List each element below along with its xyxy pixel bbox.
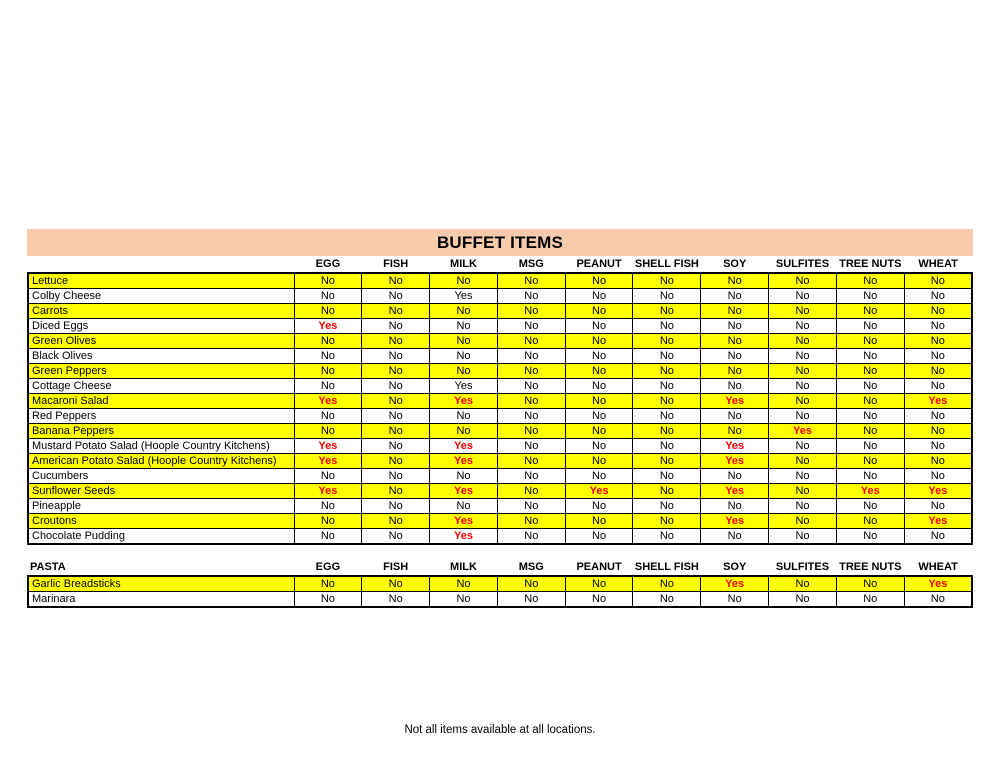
column-header-sulfites: SULFITES — [769, 559, 837, 576]
column-header-msg: MSG — [497, 559, 565, 576]
allergen-value-cell-tree-nuts: No — [836, 529, 904, 545]
allergen-value-cell-sulfites: No — [769, 394, 837, 409]
column-header-sulfites: SULFITES — [769, 256, 837, 273]
allergen-value-cell-egg: No — [294, 273, 362, 289]
allergen-value-cell-peanut: No — [565, 499, 633, 514]
table-row-colby-cheese — [28, 289, 972, 304]
allergen-value-cell-msg: No — [497, 424, 565, 439]
allergen-value-cell-milk: No — [430, 576, 498, 592]
allergen-value-cell-sulfites: No — [769, 349, 837, 364]
allergen-value-cell-sulfites: No — [769, 364, 837, 379]
allergen-value-cell-egg: No — [294, 304, 362, 319]
allergen-value-cell-milk: No — [430, 334, 498, 349]
allergen-value-cell-soy: No — [701, 319, 769, 334]
allergen-value-cell-milk: No — [430, 469, 498, 484]
allergen-value-cell-wheat: No — [904, 424, 972, 439]
allergen-value-cell-tree-nuts: No — [836, 273, 904, 289]
pasta-section-label: PASTA — [28, 559, 294, 576]
allergen-value-cell-egg: Yes — [294, 319, 362, 334]
allergen-value-cell-sulfites: No — [769, 484, 837, 499]
allergen-value-cell-shell-fish: No — [633, 289, 701, 304]
allergen-value-cell-milk: No — [430, 592, 498, 608]
allergen-value-cell-milk: No — [430, 499, 498, 514]
allergen-value-cell-peanut: No — [565, 592, 633, 608]
allergen-value-cell-wheat: No — [904, 334, 972, 349]
item-name-cell: Green Peppers — [28, 364, 294, 379]
allergen-value-cell-wheat: No — [904, 469, 972, 484]
allergen-value-cell-wheat: No — [904, 319, 972, 334]
allergen-value-cell-wheat: No — [904, 379, 972, 394]
allergen-value-cell-shell-fish: No — [633, 349, 701, 364]
item-name-cell: Green Olives — [28, 334, 294, 349]
allergen-value-cell-peanut: No — [565, 334, 633, 349]
allergen-value-cell-peanut: No — [565, 273, 633, 289]
table-row-carrots — [28, 304, 972, 319]
allergen-value-cell-milk: No — [430, 364, 498, 379]
column-header-shell-fish: SHELL FISH — [633, 559, 701, 576]
buffet-allergen-table — [27, 256, 973, 545]
allergen-value-cell-egg: No — [294, 289, 362, 304]
allergen-value-cell-msg: No — [497, 576, 565, 592]
allergen-value-cell-shell-fish: No — [633, 334, 701, 349]
allergen-value-cell-wheat: Yes — [904, 484, 972, 499]
allergen-value-cell-peanut: No — [565, 319, 633, 334]
allergen-value-cell-sulfites: No — [769, 469, 837, 484]
allergen-value-cell-peanut: No — [565, 424, 633, 439]
column-header-soy: SOY — [701, 559, 769, 576]
column-header-milk: MILK — [430, 559, 498, 576]
allergen-value-cell-msg: No — [497, 319, 565, 334]
item-name-cell: Cucumbers — [28, 469, 294, 484]
allergen-value-cell-shell-fish: No — [633, 409, 701, 424]
allergen-value-cell-msg: No — [497, 364, 565, 379]
allergen-value-cell-shell-fish: No — [633, 273, 701, 289]
allergen-value-cell-milk: No — [430, 304, 498, 319]
column-header-egg: EGG — [294, 256, 362, 273]
allergen-value-cell-wheat: No — [904, 409, 972, 424]
allergen-value-cell-peanut: No — [565, 514, 633, 529]
table-row-diced-eggs — [28, 319, 972, 334]
table-row-american-potato-salad-hoople-country-kitchens- — [28, 454, 972, 469]
column-header-milk: MILK — [430, 256, 498, 273]
allergen-value-cell-msg: No — [497, 514, 565, 529]
allergen-value-cell-milk: Yes — [430, 379, 498, 394]
allergen-value-cell-sulfites: No — [769, 514, 837, 529]
allergen-value-cell-peanut: No — [565, 289, 633, 304]
allergen-value-cell-wheat: No — [904, 349, 972, 364]
allergen-value-cell-tree-nuts: No — [836, 409, 904, 424]
item-name-cell: Macaroni Salad — [28, 394, 294, 409]
allergen-value-cell-fish: No — [362, 469, 430, 484]
table-row-marinara — [28, 592, 972, 608]
allergen-value-cell-fish: No — [362, 273, 430, 289]
allergen-value-cell-fish: No — [362, 364, 430, 379]
allergen-value-cell-shell-fish: No — [633, 379, 701, 394]
column-header-peanut: PEANUT — [565, 256, 633, 273]
item-name-cell: Croutons — [28, 514, 294, 529]
allergen-value-cell-peanut: No — [565, 304, 633, 319]
allergen-value-cell-shell-fish: No — [633, 576, 701, 592]
allergen-value-cell-peanut: No — [565, 576, 633, 592]
allergen-value-cell-fish: No — [362, 379, 430, 394]
allergen-value-cell-fish: No — [362, 304, 430, 319]
allergen-value-cell-milk: Yes — [430, 439, 498, 454]
allergen-value-cell-tree-nuts: No — [836, 499, 904, 514]
allergen-value-cell-sulfites: No — [769, 529, 837, 545]
allergen-value-cell-shell-fish: No — [633, 424, 701, 439]
allergen-value-cell-msg: No — [497, 394, 565, 409]
allergen-value-cell-peanut: No — [565, 394, 633, 409]
allergen-value-cell-shell-fish: No — [633, 394, 701, 409]
allergen-value-cell-peanut: No — [565, 409, 633, 424]
allergen-value-cell-egg: No — [294, 514, 362, 529]
allergen-value-cell-shell-fish: No — [633, 499, 701, 514]
allergen-value-cell-msg: No — [497, 304, 565, 319]
item-name-cell: Red Peppers — [28, 409, 294, 424]
pasta-allergen-table — [27, 559, 973, 608]
item-name-cell: Garlic Breadsticks — [28, 576, 294, 592]
allergen-value-cell-sulfites: No — [769, 289, 837, 304]
allergen-value-cell-shell-fish: No — [633, 364, 701, 379]
allergen-value-cell-egg: Yes — [294, 394, 362, 409]
allergen-value-cell-soy: No — [701, 289, 769, 304]
column-header-wheat: WHEAT — [904, 256, 972, 273]
allergen-value-cell-wheat: No — [904, 304, 972, 319]
allergen-value-cell-wheat: No — [904, 454, 972, 469]
allergen-value-cell-egg: No — [294, 499, 362, 514]
item-name-cell: Sunflower Seeds — [28, 484, 294, 499]
allergen-value-cell-msg: No — [497, 379, 565, 394]
allergen-value-cell-peanut: No — [565, 349, 633, 364]
allergen-value-cell-shell-fish: No — [633, 529, 701, 545]
column-header-msg: MSG — [497, 256, 565, 273]
table-row-banana-peppers — [28, 424, 972, 439]
allergen-value-cell-tree-nuts: No — [836, 334, 904, 349]
allergen-value-cell-wheat: No — [904, 499, 972, 514]
allergen-value-cell-soy: No — [701, 364, 769, 379]
allergen-value-cell-egg: Yes — [294, 439, 362, 454]
item-name-cell: Carrots — [28, 304, 294, 319]
allergen-value-cell-tree-nuts: No — [836, 304, 904, 319]
table-row-sunflower-seeds — [28, 484, 972, 499]
allergen-value-cell-wheat: No — [904, 592, 972, 608]
column-header-fish: FISH — [362, 559, 430, 576]
allergen-value-cell-egg: No — [294, 409, 362, 424]
allergen-value-cell-msg: No — [497, 439, 565, 454]
allergen-value-cell-milk: No — [430, 273, 498, 289]
allergen-value-cell-sulfites: No — [769, 576, 837, 592]
allergen-value-cell-shell-fish: No — [633, 439, 701, 454]
allergen-value-cell-soy: Yes — [701, 454, 769, 469]
table-row-cottage-cheese — [28, 379, 972, 394]
allergen-value-cell-fish: No — [362, 349, 430, 364]
sheet-content — [27, 229, 973, 736]
allergen-value-cell-fish: No — [362, 529, 430, 545]
allergen-value-cell-peanut: No — [565, 364, 633, 379]
buffet-column-header-row — [28, 256, 972, 273]
allergen-value-cell-egg: Yes — [294, 454, 362, 469]
allergen-value-cell-fish: No — [362, 289, 430, 304]
allergen-value-cell-sulfites: No — [769, 439, 837, 454]
allergen-value-cell-soy: No — [701, 304, 769, 319]
allergen-value-cell-egg: No — [294, 529, 362, 545]
allergen-value-cell-sulfites: No — [769, 499, 837, 514]
allergen-value-cell-peanut: No — [565, 529, 633, 545]
allergen-value-cell-tree-nuts: No — [836, 514, 904, 529]
allergen-value-cell-wheat: Yes — [904, 576, 972, 592]
allergen-value-cell-wheat: Yes — [904, 514, 972, 529]
allergen-value-cell-tree-nuts: No — [836, 576, 904, 592]
allergen-value-cell-milk: Yes — [430, 289, 498, 304]
allergen-value-cell-soy: Yes — [701, 439, 769, 454]
allergen-value-cell-shell-fish: No — [633, 484, 701, 499]
allergen-value-cell-tree-nuts: No — [836, 364, 904, 379]
allergen-value-cell-tree-nuts: No — [836, 454, 904, 469]
allergen-value-cell-shell-fish: No — [633, 592, 701, 608]
item-name-cell: Diced Eggs — [28, 319, 294, 334]
table-row-lettuce — [28, 273, 972, 289]
allergen-value-cell-sulfites: No — [769, 454, 837, 469]
allergen-value-cell-wheat: No — [904, 273, 972, 289]
allergen-value-cell-wheat: No — [904, 439, 972, 454]
allergen-value-cell-egg: No — [294, 576, 362, 592]
allergen-value-cell-milk: Yes — [430, 454, 498, 469]
allergen-value-cell-soy: Yes — [701, 394, 769, 409]
column-header-egg: EGG — [294, 559, 362, 576]
allergen-value-cell-tree-nuts: No — [836, 319, 904, 334]
allergen-value-cell-fish: No — [362, 499, 430, 514]
allergen-value-cell-peanut: Yes — [565, 484, 633, 499]
allergen-value-cell-sulfites: No — [769, 379, 837, 394]
allergen-value-cell-milk: Yes — [430, 394, 498, 409]
table-row-mustard-potato-salad-hoople-country-kitchens- — [28, 439, 972, 454]
column-header-fish: FISH — [362, 256, 430, 273]
allergen-value-cell-soy: No — [701, 499, 769, 514]
footer-note: Not all items available at all locations. — [404, 724, 596, 736]
table-row-black-olives — [28, 349, 972, 364]
allergen-value-cell-peanut: No — [565, 469, 633, 484]
allergen-value-cell-sulfites: No — [769, 334, 837, 349]
table-title: BUFFET ITEMS — [27, 229, 973, 256]
allergen-value-cell-sulfites: No — [769, 304, 837, 319]
allergen-value-cell-sulfites: No — [769, 409, 837, 424]
allergen-value-cell-msg: No — [497, 484, 565, 499]
allergen-value-cell-egg: No — [294, 469, 362, 484]
item-name-cell: Chocolate Pudding — [28, 529, 294, 545]
allergen-value-cell-msg: No — [497, 349, 565, 364]
allergen-value-cell-tree-nuts: No — [836, 349, 904, 364]
column-header-peanut: PEANUT — [565, 559, 633, 576]
allergen-value-cell-sulfites: No — [769, 273, 837, 289]
item-column-header-blank — [28, 256, 294, 273]
allergen-value-cell-msg: No — [497, 334, 565, 349]
allergen-value-cell-egg: No — [294, 349, 362, 364]
item-name-cell: Pineapple — [28, 499, 294, 514]
allergen-value-cell-soy: Yes — [701, 484, 769, 499]
item-name-cell: Mustard Potato Salad (Hoople Country Kitchens) — [28, 439, 294, 454]
allergen-value-cell-soy: No — [701, 379, 769, 394]
allergen-value-cell-soy: No — [701, 592, 769, 608]
table-row-cucumbers — [28, 469, 972, 484]
table-row-garlic-breadsticks — [28, 576, 972, 592]
allergen-value-cell-peanut: No — [565, 454, 633, 469]
allergen-value-cell-shell-fish: No — [633, 469, 701, 484]
item-name-cell: Banana Peppers — [28, 424, 294, 439]
allergen-value-cell-msg: No — [497, 454, 565, 469]
allergen-value-cell-milk: Yes — [430, 529, 498, 545]
allergen-value-cell-egg: No — [294, 364, 362, 379]
item-name-cell: Marinara — [28, 592, 294, 608]
column-header-shell-fish: SHELL FISH — [633, 256, 701, 273]
allergen-value-cell-milk: No — [430, 349, 498, 364]
table-row-green-peppers — [28, 364, 972, 379]
allergen-value-cell-msg: No — [497, 499, 565, 514]
allergen-value-cell-msg: No — [497, 592, 565, 608]
allergen-value-cell-sulfites: No — [769, 319, 837, 334]
allergen-value-cell-shell-fish: No — [633, 319, 701, 334]
allergen-value-cell-fish: No — [362, 454, 430, 469]
column-header-soy: SOY — [701, 256, 769, 273]
allergen-value-cell-tree-nuts: No — [836, 379, 904, 394]
allergen-value-cell-wheat: No — [904, 364, 972, 379]
allergen-value-cell-soy: Yes — [701, 576, 769, 592]
allergen-value-cell-egg: No — [294, 334, 362, 349]
allergen-value-cell-soy: No — [701, 469, 769, 484]
table-row-macaroni-salad — [28, 394, 972, 409]
allergen-value-cell-soy: Yes — [701, 514, 769, 529]
item-name-cell: Lettuce — [28, 273, 294, 289]
allergen-value-cell-fish: No — [362, 484, 430, 499]
allergen-value-cell-egg: Yes — [294, 484, 362, 499]
allergen-value-cell-milk: Yes — [430, 514, 498, 529]
allergen-value-cell-shell-fish: No — [633, 514, 701, 529]
allergen-value-cell-tree-nuts: Yes — [836, 484, 904, 499]
allergen-value-cell-milk: No — [430, 409, 498, 424]
allergen-value-cell-milk: No — [430, 424, 498, 439]
column-header-wheat: WHEAT — [904, 559, 972, 576]
item-name-cell: Black Olives — [28, 349, 294, 364]
allergen-value-cell-peanut: No — [565, 379, 633, 394]
allergen-value-cell-fish: No — [362, 424, 430, 439]
allergen-value-cell-fish: No — [362, 334, 430, 349]
allergen-value-cell-fish: No — [362, 576, 430, 592]
allergen-value-cell-wheat: No — [904, 529, 972, 545]
allergen-value-cell-egg: No — [294, 424, 362, 439]
allergen-value-cell-soy: No — [701, 349, 769, 364]
table-row-green-olives — [28, 334, 972, 349]
allergen-value-cell-tree-nuts: No — [836, 592, 904, 608]
column-header-tree-nuts: TREE NUTS — [836, 256, 904, 273]
allergen-value-cell-msg: No — [497, 289, 565, 304]
allergen-value-cell-tree-nuts: No — [836, 394, 904, 409]
allergen-value-cell-egg: No — [294, 592, 362, 608]
allergen-value-cell-milk: No — [430, 319, 498, 334]
allergen-value-cell-wheat: No — [904, 289, 972, 304]
allergen-value-cell-fish: No — [362, 592, 430, 608]
allergen-value-cell-msg: No — [497, 469, 565, 484]
allergen-value-cell-tree-nuts: No — [836, 289, 904, 304]
allergen-value-cell-soy: No — [701, 424, 769, 439]
allergen-value-cell-msg: No — [497, 409, 565, 424]
allergen-value-cell-fish: No — [362, 394, 430, 409]
allergen-value-cell-egg: No — [294, 379, 362, 394]
allergen-value-cell-milk: Yes — [430, 484, 498, 499]
allergen-value-cell-shell-fish: No — [633, 304, 701, 319]
allergen-value-cell-fish: No — [362, 514, 430, 529]
allergen-value-cell-tree-nuts: No — [836, 439, 904, 454]
allergen-value-cell-msg: No — [497, 273, 565, 289]
allergen-value-cell-tree-nuts: No — [836, 469, 904, 484]
item-name-cell: Cottage Cheese — [28, 379, 294, 394]
table-row-chocolate-pudding — [28, 529, 972, 545]
item-name-cell: American Potato Salad (Hoople Country Kitchens) — [28, 454, 294, 469]
allergen-value-cell-soy: No — [701, 529, 769, 545]
allergen-value-cell-peanut: No — [565, 439, 633, 454]
allergen-value-cell-sulfites: Yes — [769, 424, 837, 439]
pasta-column-header-row — [28, 559, 972, 576]
allergen-value-cell-tree-nuts: No — [836, 424, 904, 439]
allergen-value-cell-fish: No — [362, 409, 430, 424]
allergen-value-cell-fish: No — [362, 439, 430, 454]
allergen-value-cell-wheat: Yes — [904, 394, 972, 409]
allergen-value-cell-soy: No — [701, 273, 769, 289]
allergen-value-cell-fish: No — [362, 319, 430, 334]
item-name-cell: Colby Cheese — [28, 289, 294, 304]
table-row-pineapple — [28, 499, 972, 514]
allergen-value-cell-msg: No — [497, 529, 565, 545]
table-row-croutons — [28, 514, 972, 529]
allergen-value-cell-shell-fish: No — [633, 454, 701, 469]
column-header-tree-nuts: TREE NUTS — [836, 559, 904, 576]
allergen-value-cell-sulfites: No — [769, 592, 837, 608]
allergen-value-cell-soy: No — [701, 334, 769, 349]
table-row-red-peppers — [28, 409, 972, 424]
allergen-value-cell-soy: No — [701, 409, 769, 424]
